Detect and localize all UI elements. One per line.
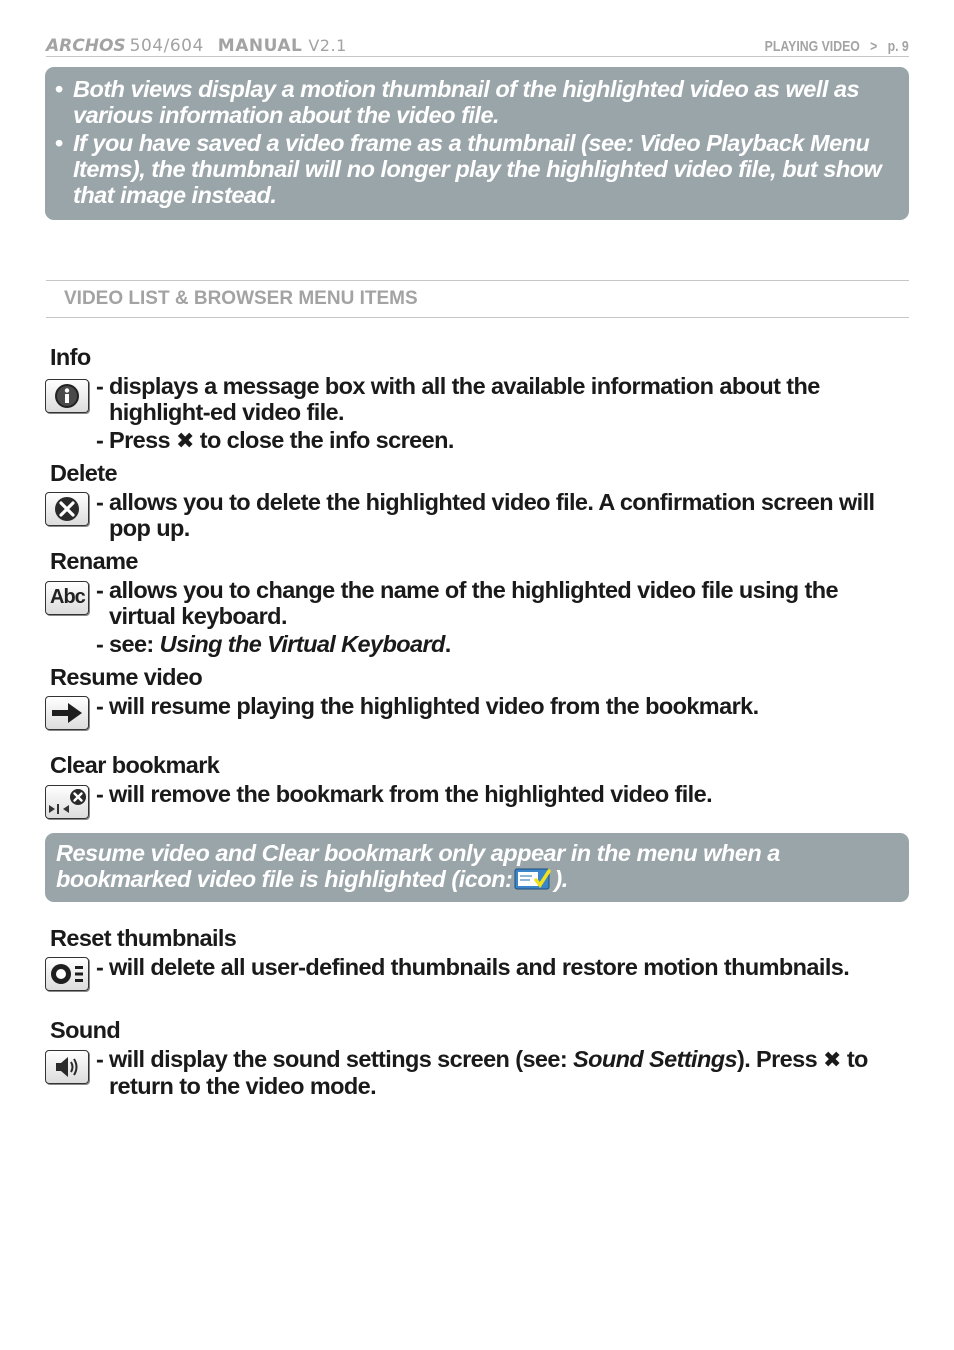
text-sound-post: to return to the video mode. (109, 1046, 868, 1099)
chapter-title: PLAYING VIDEO (764, 38, 861, 55)
item-description (96, 781, 908, 807)
manual-label: MANUAL (217, 36, 303, 56)
desc-line: - will resume playing the highlighted video from the bookmark. (96, 693, 908, 719)
link-virtual-keyboard[interactable]: Using the Virtual Keyboard (159, 631, 445, 657)
header-left (46, 36, 347, 56)
desc-line (96, 631, 908, 657)
separator: > (870, 38, 878, 55)
note-bullet: • Both views display a motion thumbnail of the highlighted video as well as various information about the video file. (55, 76, 905, 128)
text-press: Press (109, 427, 171, 453)
item-title: Info (50, 344, 91, 370)
item-title: Clear bookmark (50, 752, 220, 778)
text-period: . (444, 631, 451, 657)
note-text-end: ). (554, 866, 568, 892)
item-description (96, 373, 908, 454)
page-number: p. 9 (887, 38, 909, 55)
desc-line: - will remove the bookmark from the highlighted video file. (96, 781, 908, 807)
model-number: 504/604 (129, 36, 204, 56)
note-bullet: • If you have saved a video frame as a thumbnail (see: Video Playback Menu Items), the thumbnail will no longer play the highlighted video file, but show that image instead. (55, 130, 905, 208)
rename-abc-icon (45, 581, 89, 615)
text-sound-pre: will display the sound settings screen (see: (109, 1046, 568, 1072)
desc-line: - will delete all user-defined thumbnails and restore motion thumbnails. (96, 954, 908, 980)
desc-line: - allows you to change the name of the highlighted video file using the virtual keyboard. (96, 577, 908, 629)
brand-logo: ARCHOS (46, 36, 126, 56)
desc-line: - allows you to delete the highlighted video file. A confirmation screen will pop up. (96, 489, 908, 541)
item-title: Resume video (50, 664, 203, 690)
speaker-icon (45, 1050, 89, 1084)
section-title: VIDEO LIST & BROWSER MENU ITEMS (64, 288, 418, 309)
item-description (96, 1046, 908, 1099)
note-box-thumbnails (45, 67, 909, 220)
page-header (46, 36, 909, 57)
item-description (96, 693, 908, 719)
item-title: Sound (50, 1017, 121, 1043)
arrow-right-icon (45, 696, 89, 730)
desc-line (96, 427, 908, 454)
note-text: Resume video and Clear bookmark only appear in the menu when a bookmarked video file is highlighted (icon: (56, 840, 780, 892)
close-x-icon: ✖ (823, 1047, 841, 1072)
note-box-bookmark (45, 833, 909, 902)
reset-thumbnails-icon (45, 957, 89, 991)
version-label: V2.1 (308, 36, 347, 55)
link-sound-settings[interactable]: Sound Settings (573, 1046, 737, 1072)
text-close: to close the info screen. (199, 427, 454, 453)
item-title: Rename (50, 548, 138, 574)
text-sound-mid: ). Press (736, 1046, 818, 1072)
info-icon (45, 379, 89, 413)
clear-bookmark-icon (45, 785, 89, 819)
delete-icon (45, 492, 89, 526)
abc-glyph: Abc (50, 586, 85, 608)
item-title: Reset thumbnails (50, 925, 237, 951)
desc-line: - displays a message box with all the available information about the highlight-ed video file. (96, 373, 908, 425)
text-see: see: (109, 631, 154, 657)
close-x-icon: ✖ (175, 428, 194, 453)
item-description (96, 577, 908, 657)
section-heading (46, 280, 909, 318)
header-right (765, 38, 909, 55)
desc-line (96, 1046, 908, 1099)
item-description (96, 489, 908, 541)
item-title: Delete (50, 460, 117, 486)
bookmarked-file-icon (514, 867, 552, 896)
item-description (96, 954, 908, 980)
